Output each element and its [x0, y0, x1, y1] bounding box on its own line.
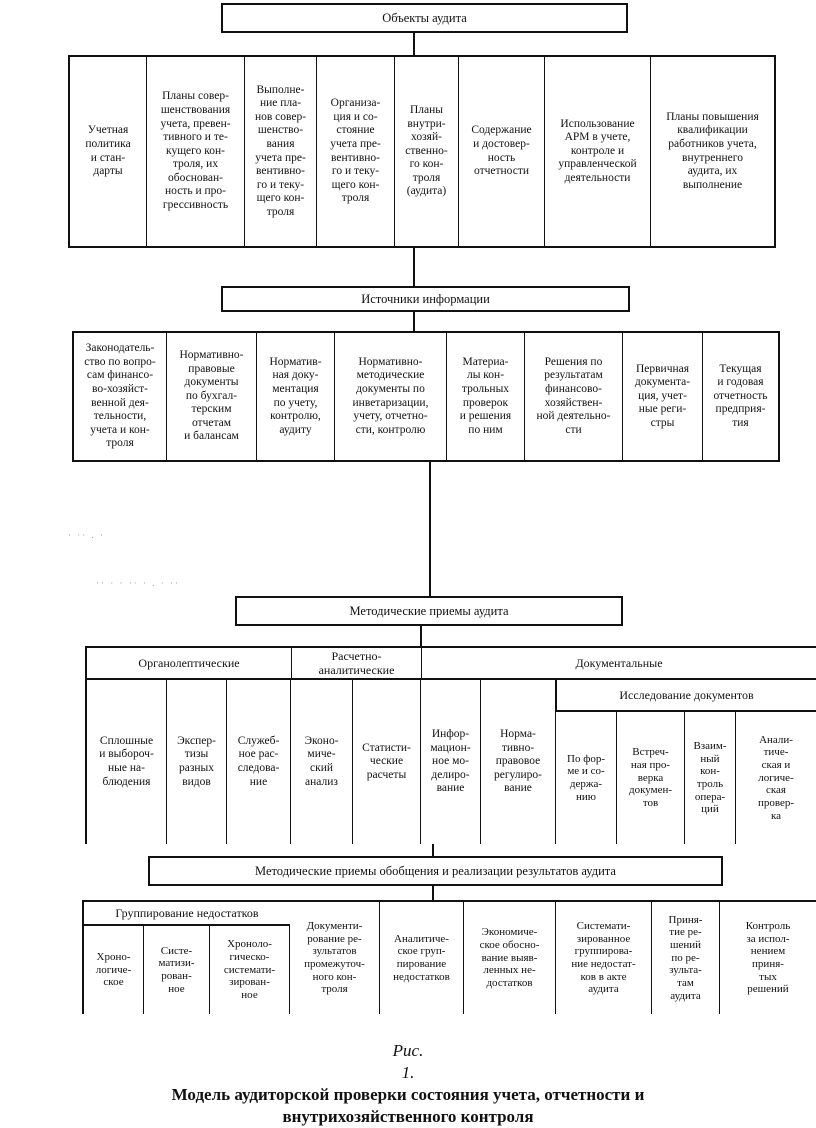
method-item: Экспер- тизы разных видов	[167, 680, 227, 844]
source-item: Первичная документа- ция, учет- ные реги- стры	[622, 333, 702, 460]
method-item: Эконо- миче- ский анализ	[291, 680, 353, 844]
scan-noise: · ·· . ·	[68, 530, 105, 540]
method-item: Служеб- ное рас- следова- ние	[227, 680, 291, 844]
connector-line	[413, 33, 415, 57]
generalization-group	[82, 900, 816, 1014]
object-item: Планы совер- шенствования учета, превен- тивного и те- кущего кон- троля, их обоснован- ность и про- грессивность	[146, 57, 244, 246]
source-item: Материа- лы кон- трольных проверок и решения по ним	[446, 333, 524, 460]
source-item: Нормативно- методические документы по инветаризации, учету, отчетно- сти, контролю	[334, 333, 446, 460]
generalization-item: Систе- матизи- рован- ное	[144, 926, 210, 1014]
connector-line	[420, 626, 422, 648]
generalization-item: Контроль за испол- нением приня- тых решений	[720, 902, 816, 1014]
object-item: Организа- ция и со- стояние учета пре- вентивно- го и теку- щего кон- троля	[316, 57, 394, 246]
generalization-title: Методические приемы обобщения и реализации результатов аудита	[255, 863, 616, 878]
scan-noise: ·· · · ·· · . · ··	[96, 578, 180, 588]
source-item: Нормативно- правовые документы по бухгал- терским отчетам и балансам	[166, 333, 256, 460]
source-item: Норматив- ная доку- ментация по учету, контролю, аудиту	[256, 333, 334, 460]
figure-number: 1.	[401, 1063, 415, 1083]
source-item: Решения по результатам финансово- хозяйствен- ной деятельно- сти	[524, 333, 622, 460]
objects-title: Объекты аудита	[382, 10, 467, 25]
connector-line	[413, 312, 415, 333]
generalization-item: Хроно- логиче- ское	[84, 926, 144, 1014]
connector-line	[429, 462, 431, 598]
documentary-group-label: Документальные	[421, 648, 816, 680]
method-item: Инфор- мацион- ное мо- делиро- вание	[421, 680, 481, 844]
objects-header	[221, 3, 628, 33]
method-item: Норма- тивно- правовое регулиро- вание	[481, 680, 556, 844]
method-item: Статисти- ческие расчеты	[353, 680, 421, 844]
methods-header	[235, 596, 623, 626]
grouping-group-label: Группирование недостатков	[84, 902, 290, 926]
sources-header	[221, 286, 630, 312]
generalization-item: Хроноло- гическо- системати- зирован- ное	[210, 926, 290, 1014]
generalization-item: Приня- тие ре- шений по ре- зульта- там аудита	[652, 902, 720, 1014]
object-item: Выполне- ние пла- нов совер- шенство- вания учета пре- вентивно- го и теку- щего кон- троля	[244, 57, 316, 246]
doc-research-group-label: Исследование документов	[556, 680, 816, 712]
methods-title: Методические приемы аудита	[349, 603, 509, 618]
source-item: Законодатель- ство по вопро- сам финансо- во-хозяйст- венной дея- тельности, учета и кон- троля	[84, 342, 156, 450]
figure-title: Модель аудиторской проверки состояния учета, отчетности и внутрихозяйственного контроля	[171, 1085, 645, 1127]
generalization-header	[148, 856, 723, 886]
method-item: Сплошные и выбороч- ные на- блюдения	[87, 680, 167, 844]
generalization-item: Аналитиче- ское груп- пирование недостатков	[380, 902, 464, 1014]
object-item: Планы внутри- хозяй- ственно- го кон- троля (аудита)	[394, 57, 458, 246]
method-item: Анали- тиче- ская и логиче- ская провер- ка	[736, 712, 816, 844]
calculation-group-label: Расчетно- аналитические	[291, 648, 421, 680]
method-item: По фор- ме и со- держа- нию	[556, 712, 617, 844]
methods-group	[85, 646, 816, 844]
sources-title: Источники информации	[361, 291, 490, 306]
figure-caption	[0, 1018, 816, 1128]
connector-line	[413, 248, 415, 288]
source-item: Текущая и годовая отчетность предприя- тия	[702, 333, 778, 460]
object-item: Планы повышения квалификации работников учета, внутреннего аудита, их выполнение	[650, 57, 774, 246]
object-item: Использование АРМ в учете, контроле и управленческой деятельности	[544, 57, 650, 246]
organoleptic-group-label: Органолептические	[87, 648, 291, 680]
method-item: Взаим- ный кон- троль опера- ций	[685, 712, 736, 844]
objects-row	[68, 55, 776, 248]
sources-row	[72, 331, 780, 462]
generalization-item: Документи- рование ре- зультатов промежуточ- ного кон- троля	[290, 902, 380, 1014]
generalization-item: Экономиче- ское обосно- вание выяв- ленных не- достатков	[464, 902, 556, 1014]
figure-label: Рис.	[392, 1041, 424, 1061]
method-item: Встреч- ная про- верка докумен- тов	[617, 712, 685, 844]
object-item: Учетная политика и стан- дарты	[85, 124, 131, 178]
generalization-item: Системати- зированное группирова- ние недостат- ков в акте аудита	[556, 902, 652, 1014]
object-item: Содержание и достовер- ность отчетности	[458, 57, 544, 246]
